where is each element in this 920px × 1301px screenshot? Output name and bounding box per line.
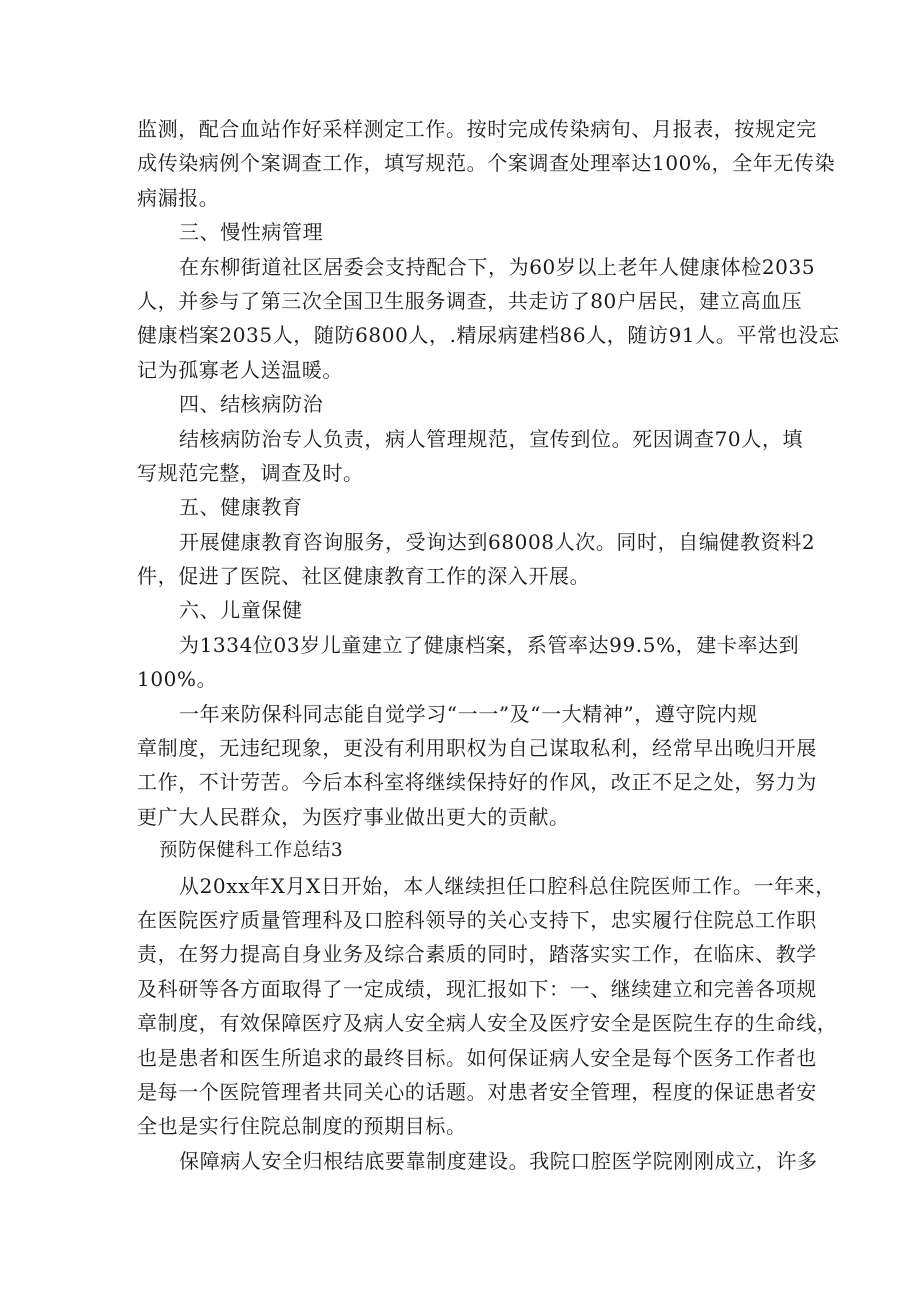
paragraph-line: 写规范完整，调查及时。 bbox=[137, 460, 364, 485]
section-heading-child-health: 六、儿童保健 bbox=[179, 598, 303, 623]
paragraph-line: 健康档案2035人，随防6800人，.精尿病建档86人，随访91人。平常也没忘 bbox=[137, 323, 840, 348]
section-heading-health-education: 五、健康教育 bbox=[179, 495, 303, 520]
document-body bbox=[137, 112, 840, 1178]
paragraph-line: 章制度，有效保障医疗及病人安全病人安全及医疗安全是医院生存的生命线， bbox=[137, 1011, 838, 1036]
paragraph-line: 在医院医疗质量管理科及口腔科领导的关心支持下，忠实履行住院总工作职 bbox=[137, 907, 817, 932]
paragraph-line: 工作，不计劳苦。今后本科室将继续保持好的作风，改正不足之处，努力为 bbox=[137, 770, 817, 795]
paragraph-line: 更广大人民群众，为医疗事业做出更大的贡献。 bbox=[137, 804, 570, 829]
paragraph-line: 人，并参与了第三次全国卫生服务调查，共走访了80户居民，建立高血压 bbox=[137, 288, 803, 313]
paragraph-line: 全也是实行住院总制度的预期目标。 bbox=[137, 1114, 467, 1139]
paragraph-line: 章制度，无违纪现象，更没有利用职权为自己谋取私利，经常早出晚归开展 bbox=[137, 736, 817, 761]
paragraph-line: 及科研等各方面取得了一定成绩，现汇报如下：一、继续建立和完善各项规 bbox=[137, 976, 817, 1001]
paragraph-line: 病漏报。 bbox=[137, 185, 220, 210]
paragraph-line: 也是患者和医生所追求的最终目标。如何保证病人安全是每个医务工作者也 bbox=[137, 1045, 817, 1070]
paragraph-line: 100%。 bbox=[137, 667, 218, 692]
section-heading-chronic-disease: 三、慢性病管理 bbox=[179, 220, 324, 245]
paragraph-line: 开展健康教育咨询服务，受询达到68008人次。同时，自编健教资料2 bbox=[179, 529, 816, 554]
paragraph-line: 在东柳街道社区居委会支持配合下，为60岁以上老年人健康体检2035 bbox=[179, 254, 816, 279]
paragraph-line: 一年来防保科同志能自觉学习“一一”及“一大精神”，遵守院内规 bbox=[179, 701, 758, 726]
section-heading-tuberculosis: 四、结核病防治 bbox=[179, 392, 324, 417]
paragraph-line: 是每一个医院管理者共同关心的话题。对患者安全管理，程度的保证患者安 bbox=[137, 1079, 817, 1104]
paragraph-line: 为1334位03岁儿童建立了健康档案，系管率达99.5%，建卡率达到 bbox=[179, 632, 800, 657]
paragraph-line: 责，在努力提高自身业务及综合素质的同时，踏落实实工作，在临床、教学 bbox=[137, 942, 817, 967]
document-section-title: 预防保健科工作总结3 bbox=[159, 840, 344, 862]
paragraph-line: 记为孤寡老人送温暖。 bbox=[137, 357, 343, 382]
paragraph-line: 结核病防治专人负责，病人管理规范，宣传到位。死因调查70人，填 bbox=[179, 426, 804, 451]
paragraph-line: 成传染病例个案调查工作，填写规范。个案调查处理率达100%，全年无传染 bbox=[137, 151, 836, 176]
paragraph-line: 监测，配合血站作好采样测定工作。按时完成传染病旬、月报表，按规定完 bbox=[137, 117, 817, 141]
paragraph-line: 从20xx年X月X日开始，本人继续担任口腔科总住院医师工作。一年来， bbox=[179, 873, 836, 898]
paragraph-line: 保障病人安全归根结底要靠制度建设。我院口腔医学院刚刚成立，许多 bbox=[179, 1148, 818, 1173]
paragraph-line: 件，促进了医院、社区健康教育工作的深入开展。 bbox=[137, 564, 591, 589]
